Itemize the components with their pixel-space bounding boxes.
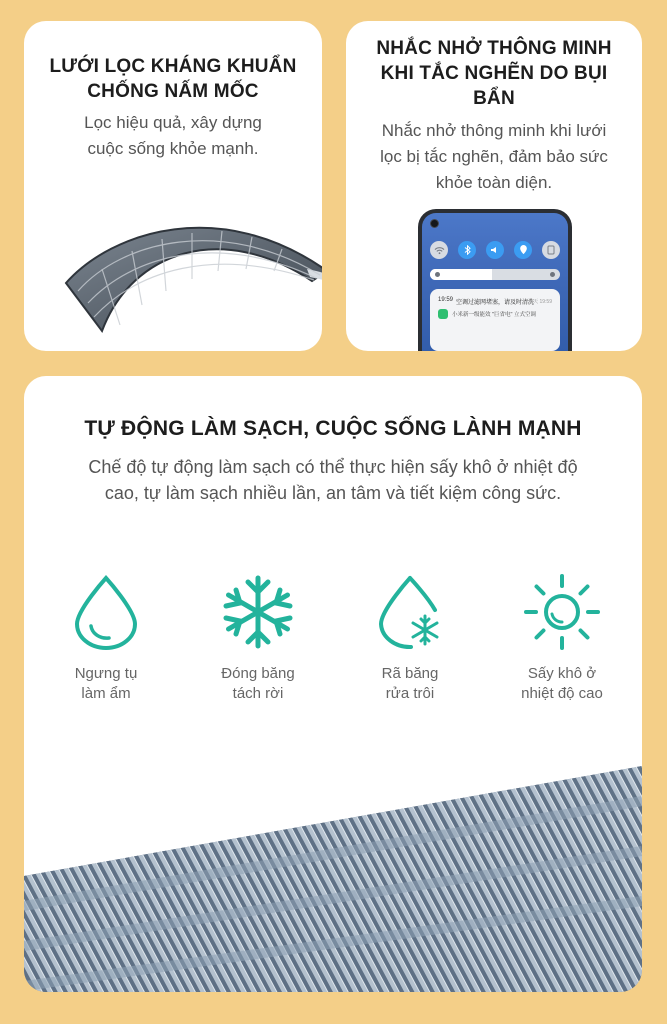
- location-icon[interactable]: [514, 241, 532, 259]
- sound-icon[interactable]: [486, 241, 504, 259]
- melting-drop-icon: [375, 574, 445, 650]
- phone-screen: [422, 213, 568, 351]
- snowflake-icon: [220, 574, 296, 650]
- filter-notification[interactable]: [430, 289, 560, 351]
- filter-card: [24, 21, 322, 351]
- quick-settings: [430, 241, 560, 259]
- filter-mesh-image: [42, 201, 322, 341]
- notification-body: 小米新一级能效 "巨省电" 立式空调: [452, 312, 536, 318]
- app-icon: [438, 309, 448, 319]
- rotate-icon[interactable]: [542, 241, 560, 259]
- feature-label: Rã băng rửa trôi: [381, 665, 439, 702]
- notification-time: 19:59: [438, 297, 454, 303]
- feature-dry: [492, 574, 632, 704]
- phone-mockup: [418, 209, 572, 351]
- bluetooth-icon[interactable]: [458, 241, 476, 259]
- filter-card-title: LƯỚI LỌC KHÁNG KHUẨN CHỐNG NẤM MỐC: [49, 56, 297, 102]
- feature-label: Sấy khô ở nhiệt độ cao: [521, 665, 603, 702]
- feature-thaw: [340, 574, 480, 704]
- brightness-high-icon: [550, 272, 555, 277]
- filter-card-description: Lọc hiệu quả, xây dựng cuộc sống khỏe mạnh.: [84, 113, 262, 158]
- reminder-card: [346, 21, 642, 351]
- water-drop-icon: [71, 574, 141, 650]
- brightness-slider[interactable]: [430, 269, 560, 280]
- auto-clean-description: Chế độ tự động làm sạch có thể thực hiện sấy khô ở nhiệt độ cao, tự làm sạch nhiều lần, an tâm và tiết kiệm công sức.: [88, 457, 578, 503]
- brightness-low-icon: [435, 272, 440, 277]
- feature-list: [24, 574, 642, 714]
- feature-condense: [36, 574, 176, 704]
- feature-label: Đóng băng tách rời: [221, 665, 295, 702]
- reminder-card-description: Nhắc nhở thông minh khi lưới lọc bị tắc nghẽn, đảm bảo sức khỏe toàn diện.: [380, 121, 608, 192]
- notification-timestamp: 今天 19:59: [528, 299, 552, 305]
- reminder-card-title: NHẮC NHỞ THÔNG MINH KHI TẮC NGHẼN DO BỤI BẨN: [376, 38, 612, 109]
- auto-clean-card: [24, 376, 642, 992]
- wifi-icon[interactable]: [430, 241, 448, 259]
- feature-label: Ngưng tụ làm ẩm: [74, 665, 138, 702]
- feature-freeze: [188, 574, 328, 704]
- sun-icon: [524, 574, 600, 650]
- evaporator-coil-image: [24, 756, 642, 992]
- camera-icon: [430, 219, 439, 228]
- auto-clean-title: TỰ ĐỘNG LÀM SẠCH, CUỘC SỐNG LÀNH MẠNH: [84, 417, 582, 440]
- notification-title: 空调过滤网堵塞，请及时清洗: [456, 300, 535, 306]
